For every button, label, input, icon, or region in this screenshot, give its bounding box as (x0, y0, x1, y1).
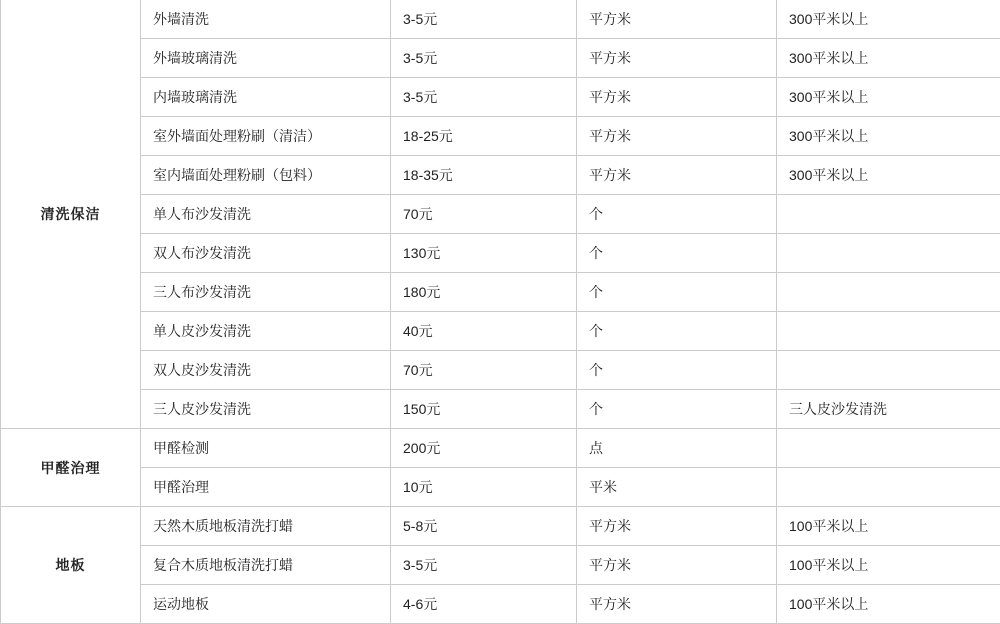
item-cell: 双人布沙发清洗 (141, 234, 391, 273)
price-cell: 70元 (391, 195, 577, 234)
note-cell: 300平米以上 (777, 156, 1000, 195)
table-row (1, 468, 1000, 507)
price-cell: 3-5元 (391, 0, 577, 39)
price-cell: 4-6元 (391, 585, 577, 624)
note-cell: 100平米以上 (777, 585, 1000, 624)
unit-cell: 平方米 (577, 78, 777, 117)
price-table-body (1, 0, 1000, 624)
category-cell: 清洗保洁 (1, 0, 141, 429)
table-row (1, 156, 1000, 195)
note-cell (777, 273, 1000, 312)
category-cell: 甲醛治理 (1, 429, 141, 507)
item-cell: 内墙玻璃清洗 (141, 78, 391, 117)
table-row (1, 312, 1000, 351)
table-row (1, 390, 1000, 429)
item-cell: 室内墙面处理粉刷（包料） (141, 156, 391, 195)
unit-cell: 个 (577, 312, 777, 351)
price-cell: 5-8元 (391, 507, 577, 546)
unit-cell: 平方米 (577, 585, 777, 624)
unit-cell: 平方米 (577, 39, 777, 78)
item-cell: 外墙玻璃清洗 (141, 39, 391, 78)
unit-cell: 点 (577, 429, 777, 468)
unit-cell: 平方米 (577, 546, 777, 585)
item-cell: 三人皮沙发清洗 (141, 390, 391, 429)
item-cell: 单人布沙发清洗 (141, 195, 391, 234)
note-cell: 300平米以上 (777, 39, 1000, 78)
unit-cell: 平米 (577, 468, 777, 507)
unit-cell: 个 (577, 234, 777, 273)
table-row (1, 351, 1000, 390)
table-row (1, 429, 1000, 468)
note-cell (777, 195, 1000, 234)
item-cell: 单人皮沙发清洗 (141, 312, 391, 351)
price-cell: 200元 (391, 429, 577, 468)
table-row (1, 0, 1000, 39)
table-row (1, 273, 1000, 312)
table-row (1, 117, 1000, 156)
note-cell (777, 468, 1000, 507)
table-row (1, 78, 1000, 117)
table-row (1, 39, 1000, 78)
note-cell (777, 429, 1000, 468)
price-cell: 130元 (391, 234, 577, 273)
note-cell (777, 351, 1000, 390)
item-cell: 甲醛检测 (141, 429, 391, 468)
note-cell (777, 312, 1000, 351)
item-cell: 复合木质地板清洗打蜡 (141, 546, 391, 585)
item-cell: 甲醛治理 (141, 468, 391, 507)
unit-cell: 平方米 (577, 117, 777, 156)
item-cell: 三人布沙发清洗 (141, 273, 391, 312)
price-cell: 180元 (391, 273, 577, 312)
unit-cell: 平方米 (577, 156, 777, 195)
table-row (1, 195, 1000, 234)
price-cell: 10元 (391, 468, 577, 507)
unit-cell: 个 (577, 351, 777, 390)
unit-cell: 个 (577, 195, 777, 234)
price-cell: 3-5元 (391, 546, 577, 585)
price-cell: 70元 (391, 351, 577, 390)
note-cell: 300平米以上 (777, 0, 1000, 39)
price-cell: 3-5元 (391, 39, 577, 78)
item-cell: 天然木质地板清洗打蜡 (141, 507, 391, 546)
note-cell: 300平米以上 (777, 117, 1000, 156)
table-row (1, 234, 1000, 273)
note-cell: 100平米以上 (777, 546, 1000, 585)
table-row (1, 585, 1000, 624)
table-row (1, 507, 1000, 546)
item-cell: 室外墙面处理粉刷（清洁） (141, 117, 391, 156)
item-cell: 运动地板 (141, 585, 391, 624)
note-cell: 三人皮沙发清洗 (777, 390, 1000, 429)
item-cell: 双人皮沙发清洗 (141, 351, 391, 390)
unit-cell: 个 (577, 273, 777, 312)
price-cell: 18-35元 (391, 156, 577, 195)
item-cell: 外墙清洗 (141, 0, 391, 39)
note-cell: 300平米以上 (777, 78, 1000, 117)
price-cell: 18-25元 (391, 117, 577, 156)
unit-cell: 个 (577, 390, 777, 429)
table-row (1, 546, 1000, 585)
price-cell: 3-5元 (391, 78, 577, 117)
unit-cell: 平方米 (577, 507, 777, 546)
price-cell: 40元 (391, 312, 577, 351)
unit-cell: 平方米 (577, 0, 777, 39)
note-cell (777, 234, 1000, 273)
note-cell: 100平米以上 (777, 507, 1000, 546)
category-cell: 地板 (1, 507, 141, 624)
price-cell: 150元 (391, 390, 577, 429)
